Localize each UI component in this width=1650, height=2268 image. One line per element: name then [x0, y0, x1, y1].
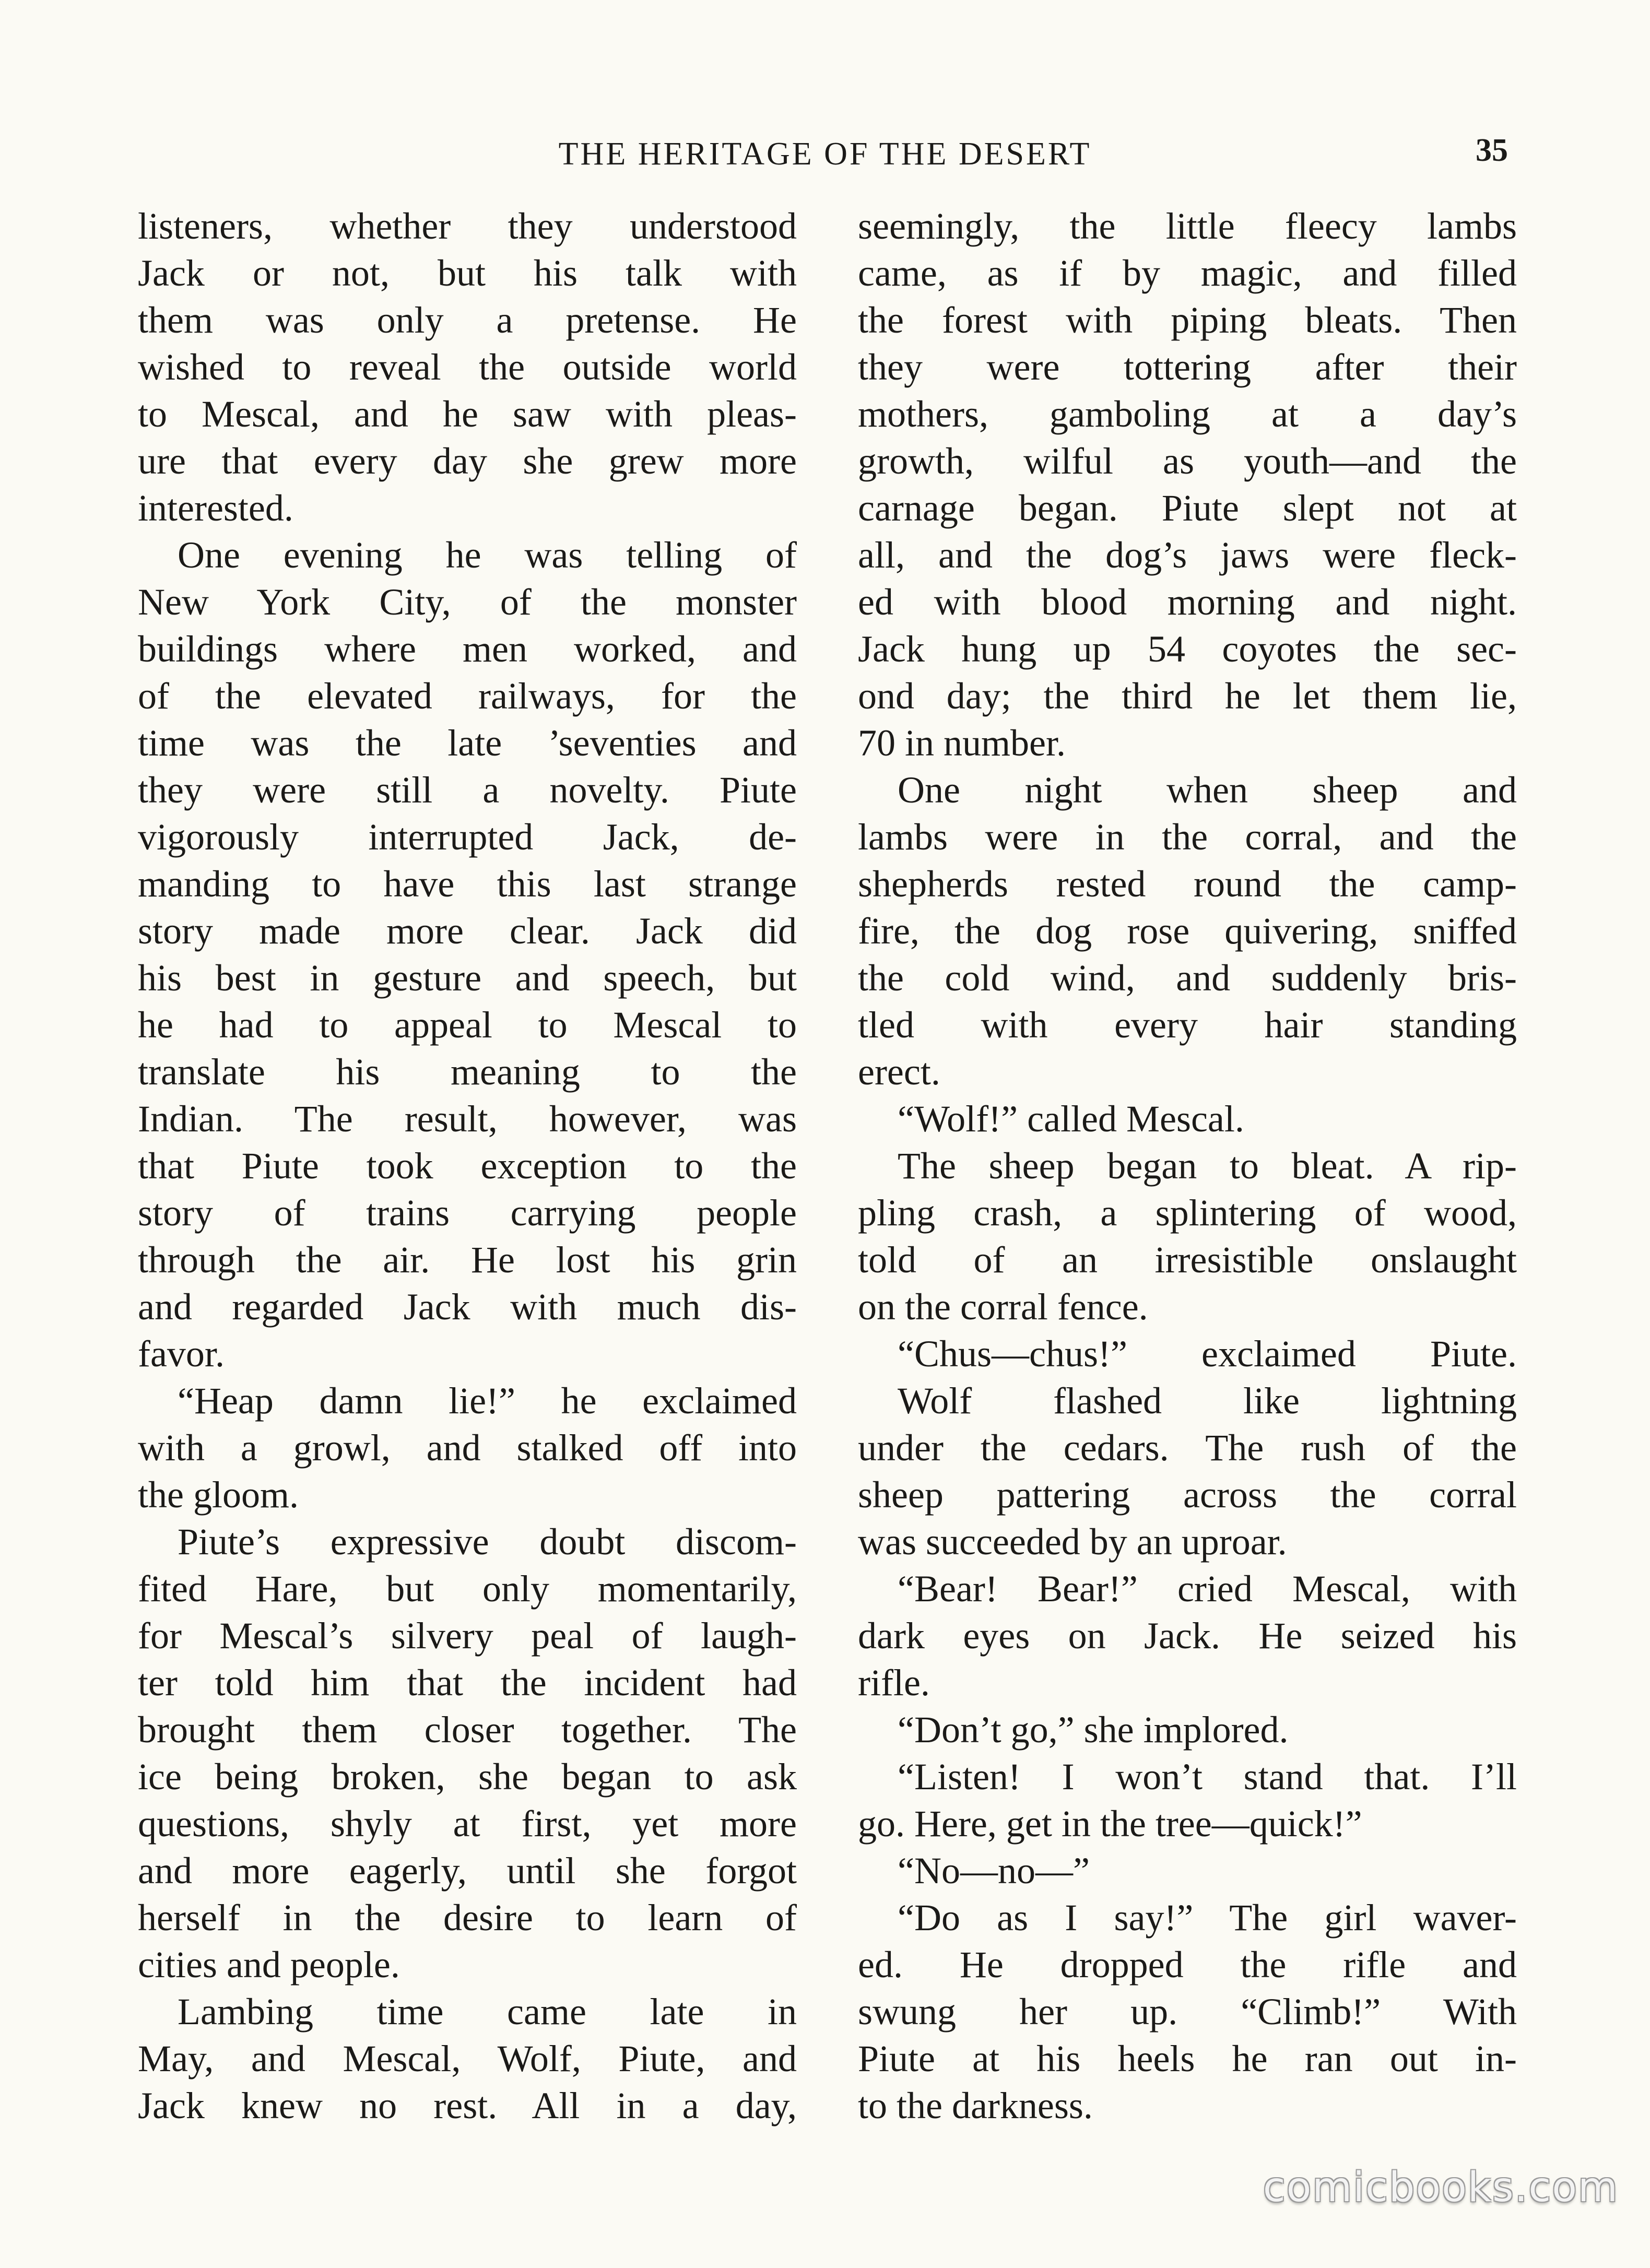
text-line: ter told him that the incident had — [138, 1662, 797, 1704]
text-line: through the air. He lost his grin — [138, 1239, 797, 1281]
text-line: they were tottering after their — [858, 346, 1517, 388]
text-line: to Mescal, and he saw with pleas- — [138, 393, 797, 435]
text-line: of the elevated railways, for the — [138, 675, 797, 717]
text-line: One night when sheep and — [898, 769, 1517, 811]
text-line: Jack knew no rest. All in a day, — [138, 2085, 797, 2127]
text-line: for Mescal’s silvery peal of laugh- — [138, 1615, 797, 1657]
text-line: ice being broken, she began to ask — [138, 1756, 797, 1798]
text-line: listeners, whether they understood — [138, 205, 797, 247]
text-column-right — [858, 203, 1517, 2129]
text-line: favor. — [138, 1333, 225, 1375]
text-line: “Heap damn lie!” he exclaimed — [178, 1380, 797, 1422]
page-number: 35 — [1476, 133, 1508, 168]
text-line: ed with blood morning and night. — [858, 581, 1517, 623]
text-line: story of trains carrying people — [138, 1192, 797, 1234]
text-line: the cold wind, and suddenly bris- — [858, 957, 1517, 999]
text-line: carnage began. Piute slept not at — [858, 487, 1517, 529]
text-line: “Chus—chus!” exclaimed Piute. — [898, 1333, 1517, 1375]
text-line: Lambing time came late in — [178, 1991, 797, 2033]
text-line: dark eyes on Jack. He seized his — [858, 1615, 1517, 1657]
text-line: interested. — [138, 487, 293, 529]
text-line: on the corral fence. — [858, 1286, 1148, 1328]
text-line: wished to reveal the outside world — [138, 346, 797, 388]
text-line: came, as if by magic, and filled — [858, 252, 1517, 294]
text-line: The sheep began to bleat. A rip- — [898, 1145, 1517, 1187]
text-line: translate his meaning to the — [138, 1051, 797, 1093]
text-line: all, and the dog’s jaws were fleck- — [858, 534, 1517, 576]
text-line: Piute at his heels he ran out in- — [858, 2038, 1517, 2080]
text-line: Jack or not, but his talk with — [138, 252, 797, 294]
text-line: “Bear! Bear!” cried Mescal, with — [898, 1568, 1517, 1610]
text-line: brought them closer together. The — [138, 1709, 797, 1751]
text-line: he had to appeal to Mescal to — [138, 1004, 797, 1046]
text-line: them was only a pretense. He — [138, 299, 797, 341]
text-line: the forest with piping bleats. Then — [858, 299, 1517, 341]
text-line: ond day; the third he let them lie, — [858, 675, 1517, 717]
text-line: ure that every day she grew more — [138, 440, 797, 482]
text-line: “No—no—” — [898, 1850, 1090, 1892]
text-line: the gloom. — [138, 1474, 299, 1516]
text-line: cities and people. — [138, 1944, 400, 1986]
text-line: they were still a novelty. Piute — [138, 769, 797, 811]
text-line: and regarded Jack with much dis- — [138, 1286, 797, 1328]
text-line: questions, shyly at first, yet more — [138, 1803, 797, 1845]
text-line: and more eagerly, until she forgot — [138, 1850, 797, 1892]
text-line: told of an irresistible onslaught — [858, 1239, 1517, 1281]
text-line: lambs were in the corral, and the — [858, 816, 1517, 858]
text-line: buildings where men worked, and — [138, 628, 797, 670]
text-line: tled with every hair standing — [858, 1004, 1517, 1046]
text-line: erect. — [858, 1051, 940, 1093]
text-line: Jack hung up 54 coyotes the sec- — [858, 628, 1517, 670]
text-line: sheep pattering across the corral — [858, 1474, 1517, 1516]
text-line: was succeeded by an uproar. — [858, 1521, 1287, 1563]
text-line: shepherds rested round the camp- — [858, 863, 1517, 905]
text-line: to the darkness. — [858, 2085, 1093, 2127]
running-head: THE HERITAGE OF THE DESERT — [558, 136, 1092, 172]
watermark-logo: comicbooks.com — [1263, 2164, 1619, 2211]
text-line: fire, the dog rose quivering, sniffed — [858, 910, 1517, 952]
text-line: swung her up. “Climb!” With — [858, 1991, 1517, 2033]
text-line: rifle. — [858, 1662, 930, 1704]
text-line: Wolf flashed like lightning — [898, 1380, 1517, 1422]
text-line: go. Here, get in the tree—quick!” — [858, 1803, 1362, 1845]
text-line: “Don’t go,” she implored. — [898, 1709, 1289, 1751]
text-line: vigorously interrupted Jack, de- — [138, 816, 797, 858]
text-line: Indian. The result, however, was — [138, 1098, 797, 1140]
text-line: “Wolf!” called Mescal. — [898, 1098, 1244, 1140]
text-line: time was the late ’seventies and — [138, 722, 797, 764]
text-line: “Listen! I won’t stand that. I’ll — [898, 1756, 1517, 1798]
text-line: pling crash, a splintering of wood, — [858, 1192, 1517, 1234]
text-line: herself in the desire to learn of — [138, 1897, 797, 1939]
text-line: “Do as I say!” The girl waver- — [898, 1897, 1517, 1939]
text-line: fited Hare, but only momentarily, — [138, 1568, 797, 1610]
text-column-left — [138, 203, 797, 2129]
text-line: May, and Mescal, Wolf, Piute, and — [138, 2038, 797, 2080]
text-line: New York City, of the monster — [138, 581, 797, 623]
text-line: his best in gesture and speech, but — [138, 957, 797, 999]
text-line: Piute’s expressive doubt discom- — [178, 1521, 797, 1563]
text-line: seemingly, the little fleecy lambs — [858, 205, 1517, 247]
text-line: One evening he was telling of — [178, 534, 797, 576]
text-line: 70 in number. — [858, 722, 1066, 764]
text-line: that Piute took exception to the — [138, 1145, 797, 1187]
text-line: mothers, gamboling at a day’s — [858, 393, 1517, 435]
text-line: story made more clear. Jack did — [138, 910, 797, 952]
text-line: under the cedars. The rush of the — [858, 1427, 1517, 1469]
text-line: ed. He dropped the rifle and — [858, 1944, 1517, 1986]
text-line: manding to have this last strange — [138, 863, 797, 905]
text-line: with a growl, and stalked off into — [138, 1427, 797, 1469]
text-line: growth, wilful as youth—and the — [858, 440, 1517, 482]
